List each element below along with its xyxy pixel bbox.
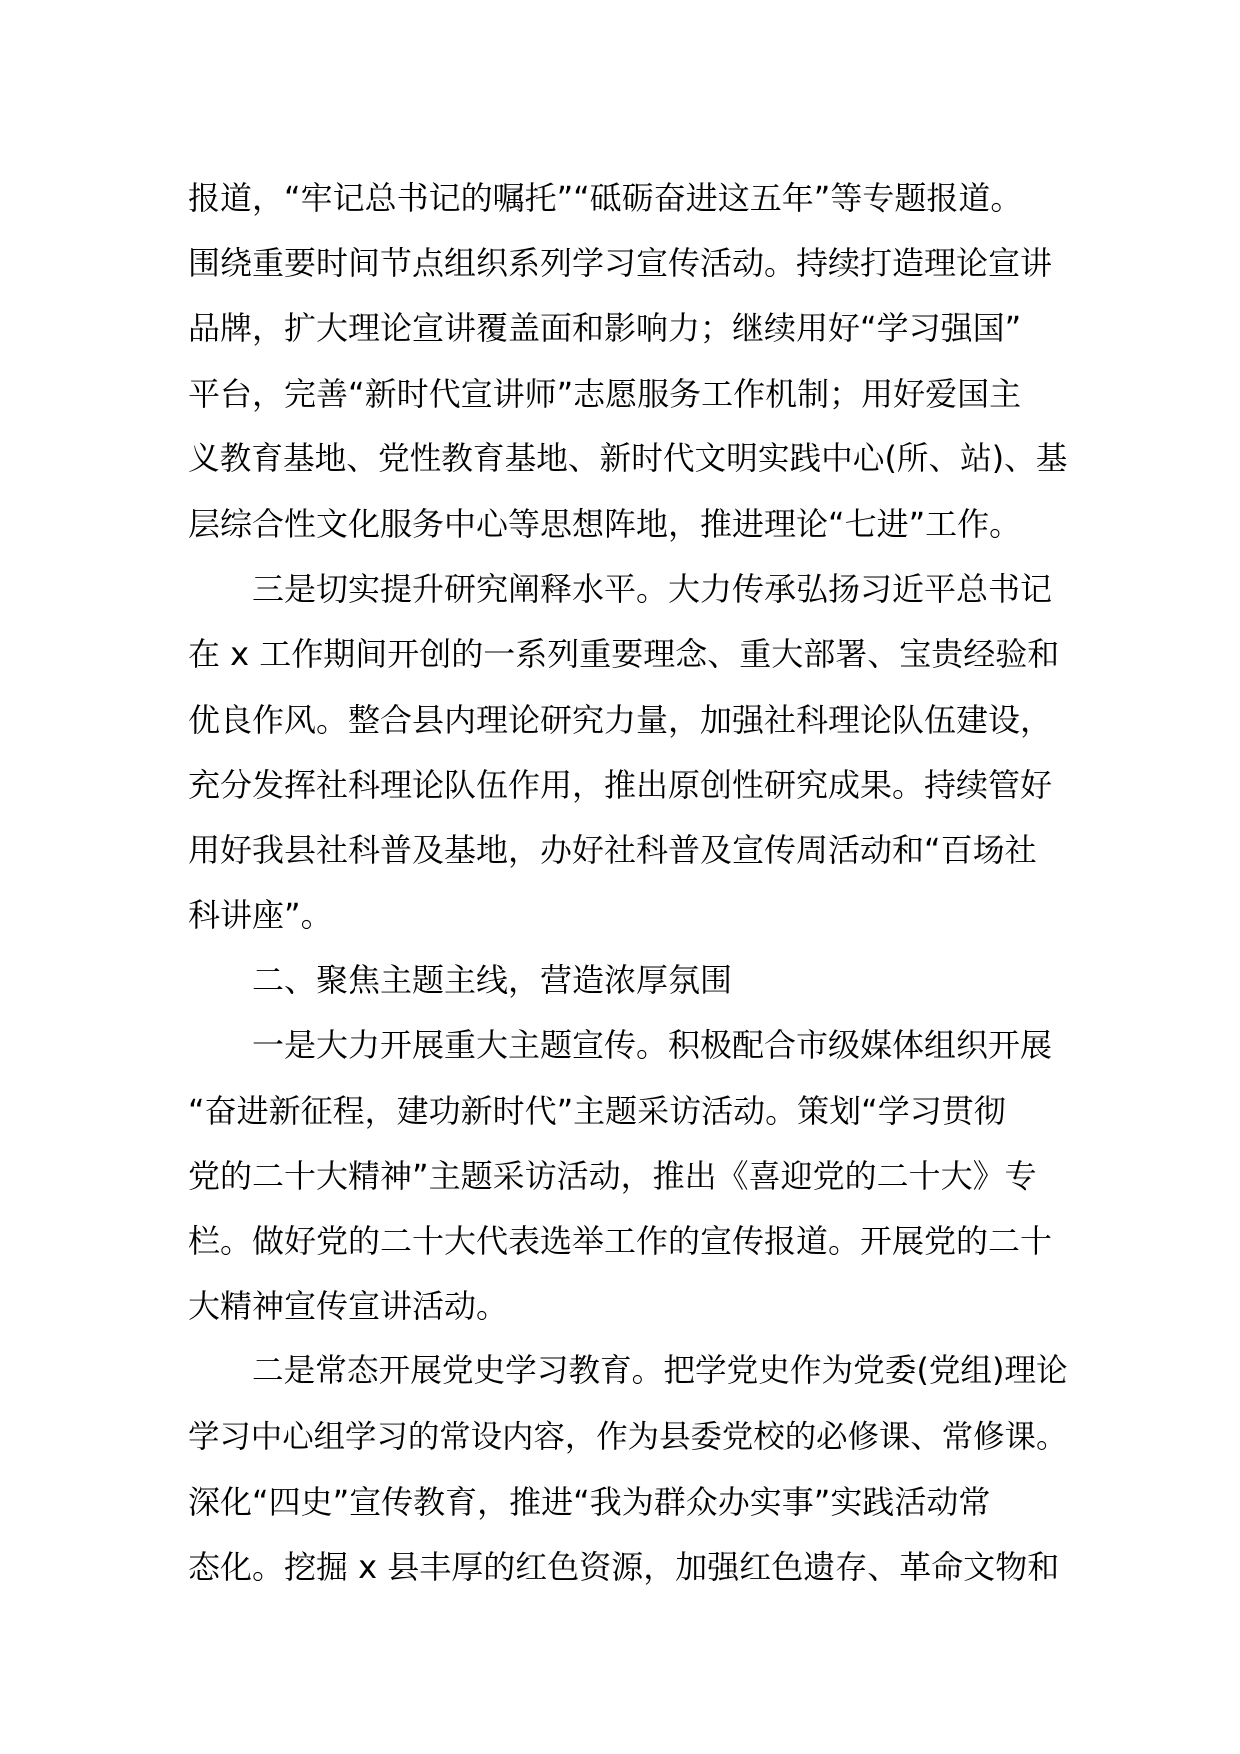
paragraph-first-line: 二是常态开展党史学习教育。把学党史作为党委(党组)理论 xyxy=(252,1353,1068,1390)
text-line: 态化。挖掘 x 县丰厚的红色资源，加强红色遗存、革命文物和 xyxy=(188,1547,1060,1586)
text-line: 在 x 工作期间开创的一系列重要理念、重大部署、宝贵经验和 xyxy=(188,635,1060,674)
text-line: 义教育基地、党性教育基地、新时代文明实践中心(所、站)、基 xyxy=(188,440,1068,477)
text-line: 深化“四史”宣传教育，推进“我为群众办实事”实践活动常 xyxy=(188,1482,991,1521)
text-line: 学习中心组学习的常设内容，作为县委党校的必修课、常修课。 xyxy=(188,1418,1068,1455)
text-line: 充分发挥社科理论队伍作用，推出原创性研究成果。持续管好 xyxy=(188,765,1053,804)
text-line: 层综合性文化服务中心等思想阵地，推进理论“七进”工作。 xyxy=(188,504,1022,543)
text-line: “奋进新征程，建功新时代”主题采访活动。策划“学习贯彻 xyxy=(188,1091,1006,1130)
paragraph-first-line: 二、聚焦主题主线，营造浓厚氛围 xyxy=(252,961,733,1000)
paragraph-first-line: 一是大力开展重大主题宣传。积极配合市级媒体组织开展 xyxy=(252,1026,1053,1065)
body-text xyxy=(188,166,1068,1600)
text-line: 品牌，扩大理论宣讲覆盖面和影响力；继续用好“学习强国” xyxy=(188,309,1022,348)
text-line: 大精神宣传宣讲活动。 xyxy=(188,1287,509,1326)
text-line: 党的二十大精神”主题采访活动，推出《喜迎党的二十大》专 xyxy=(188,1156,1037,1195)
text-line: 优良作风。整合县内理论研究力量，加强社科理论队伍建设， xyxy=(188,700,1053,739)
text-line: 科讲座”。 xyxy=(188,896,333,935)
text-line: 栏。做好党的二十大代表选举工作的宣传报道。开展党的二十 xyxy=(188,1222,1053,1260)
text-line: 围绕重要时间节点组织系列学习宣传活动。持续打造理论宣讲 xyxy=(188,244,1053,283)
text-line: 平台，完善“新时代宣讲师”志愿服务工作机制；用好爱国主 xyxy=(188,374,1022,413)
text-line: 用好我县社科普及基地，办好社科普及宣传周活动和“百场社 xyxy=(188,830,1037,869)
paragraph-first-line: 三是切实提升研究阐释水平。大力传承弘扬习近平总书记 xyxy=(252,570,1053,609)
text-line: 报道，“牢记总书记的嘱托”“砥砺奋进这五年”等专题报道。 xyxy=(188,179,1023,217)
